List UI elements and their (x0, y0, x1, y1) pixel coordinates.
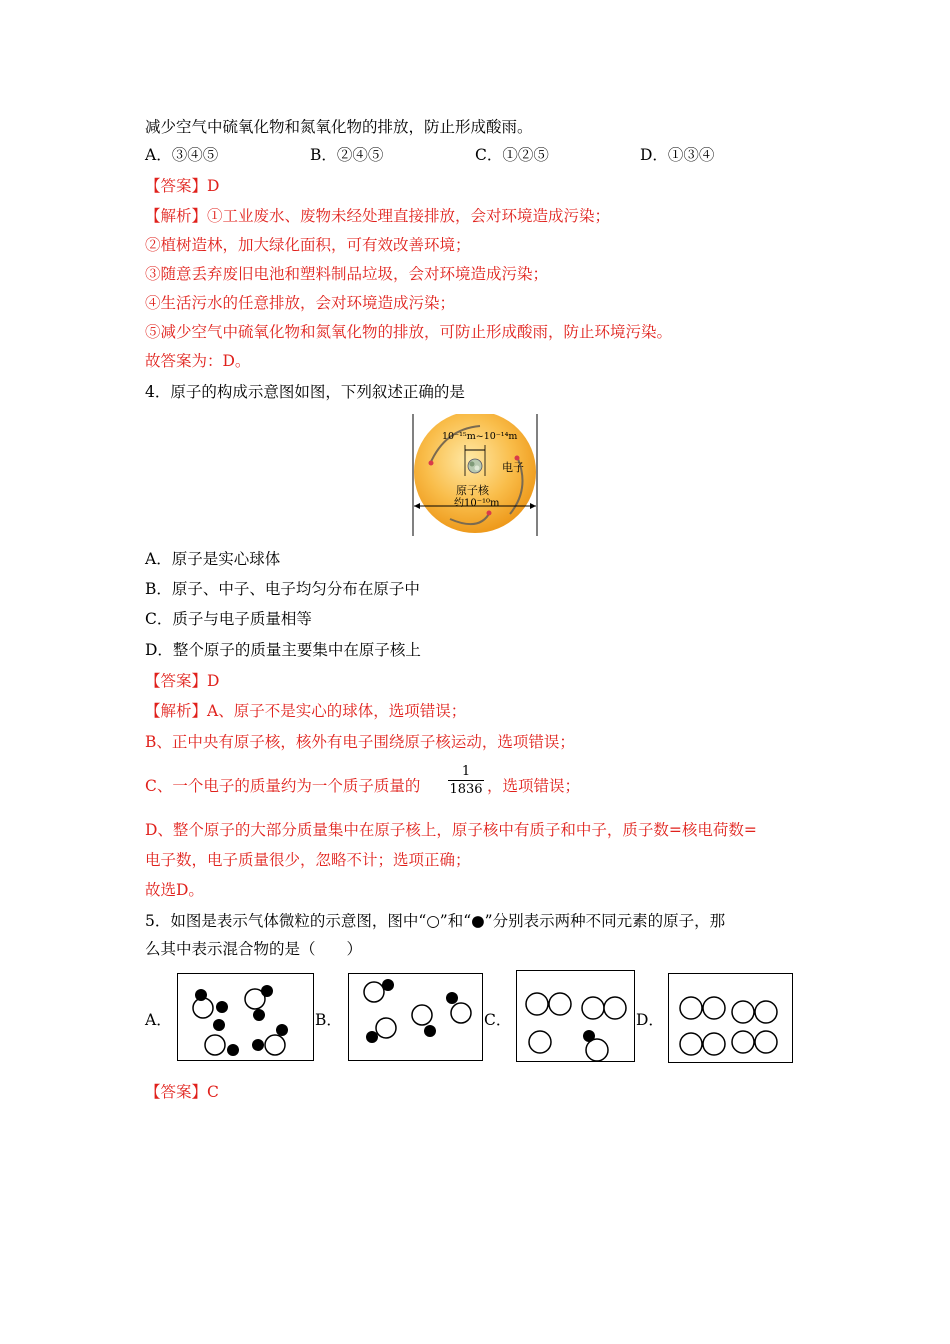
atom-diagram (410, 414, 542, 536)
q3-analysis-line: ⑤减少空气中硫氧化物和氮氧化物的排放，可防止形成酸雨，防止环境污染。 (145, 323, 673, 341)
q3-analysis-line: 故答案为：D。 (145, 352, 251, 370)
q4-option-b: B．原子、中子、电子均匀分布在原子中 (145, 580, 420, 598)
electron (429, 461, 434, 466)
q3-option-d: D．①③④ (640, 146, 715, 164)
q4-stem: 4．原子的构成示意图如图，下列叙述正确的是 (145, 383, 465, 401)
q5-label-a: A． (145, 1011, 172, 1029)
q5-label-c: C． (484, 1011, 512, 1029)
q4-option-d: D．整个原子的质量主要集中在原子核上 (145, 641, 421, 659)
q5-label-b: B． (315, 1011, 342, 1029)
q5-panel-d (668, 973, 793, 1063)
q5-stem: 5．如图是表示气体微粒的示意图，图中“○”和“●”分别表示两种不同元素的原子，那 (145, 912, 726, 930)
fraction-denominator: 1836 (449, 782, 483, 797)
q5-answer: 【答案】C (145, 1083, 219, 1101)
q5-label-d: D． (636, 1011, 664, 1029)
q3-answer: 【答案】D (145, 177, 220, 195)
q3-option-b: B．②④⑤ (310, 146, 384, 164)
electron-label: 电子 (502, 461, 524, 474)
q5-panel-c (516, 970, 635, 1062)
nucleus (468, 459, 482, 473)
q3-option-a: A．③④⑤ (145, 146, 219, 164)
q4-analysis-line: D、整个原子的大部分质量集中在原子核上，原子核中有质子和中子，质子数=核电荷数= (145, 821, 757, 839)
q4-analysis-pre: C、一个电子的质量约为一个质子质量的 (145, 777, 421, 795)
q4-option-a: A．原子是实心球体 (145, 550, 281, 568)
q4-analysis-line: B、正中央有原子核，核外有电子围绕原子核运动，选项错误； (145, 733, 575, 751)
q5-stem: 么其中表示混合物的是（ ） (145, 940, 363, 958)
q4-analysis-line: 电子数，电子质量很少，忽略不计；选项正确； (145, 851, 471, 869)
nucleus-label: 原子核 (456, 484, 489, 497)
atom-size-label: 约10⁻¹⁰m (454, 498, 500, 509)
q3-option-c: C．①②⑤ (475, 146, 549, 164)
electron (515, 456, 520, 461)
q4-analysis-post: ，选项错误； (487, 777, 581, 795)
q3-analysis-line: 【解析】①工业废水、废物未经处理直接排放，会对环境造成污染； (145, 207, 611, 225)
q4-answer: 【答案】D (145, 672, 220, 690)
q3-continuation: 减少空气中硫氧化物和氮氧化物的排放，防止形成酸雨。 (145, 118, 533, 136)
q5-panel-a (177, 973, 314, 1061)
nucleus-size-label: 10⁻¹⁵m~10⁻¹⁴m (442, 431, 518, 442)
q3-analysis-line: ④生活污水的任意排放，会对环境造成污染； (145, 294, 456, 312)
q3-analysis-line: ②植树造林，加大绿化面积，可有效改善环境； (145, 236, 471, 254)
q4-option-c: C．质子与电子质量相等 (145, 610, 312, 628)
electron (487, 511, 492, 516)
q4-analysis-line: 故选D。 (145, 881, 204, 899)
q3-analysis-line: ③随意丢弃废旧电池和塑料制品垃圾，会对环境造成污染； (145, 265, 549, 283)
fraction-numerator: 1 (461, 764, 471, 779)
q5-panel-b (348, 973, 483, 1061)
q4-analysis-line: 【解析】A、原子不是实心的球体，选项错误； (145, 702, 467, 720)
fraction (448, 764, 484, 799)
